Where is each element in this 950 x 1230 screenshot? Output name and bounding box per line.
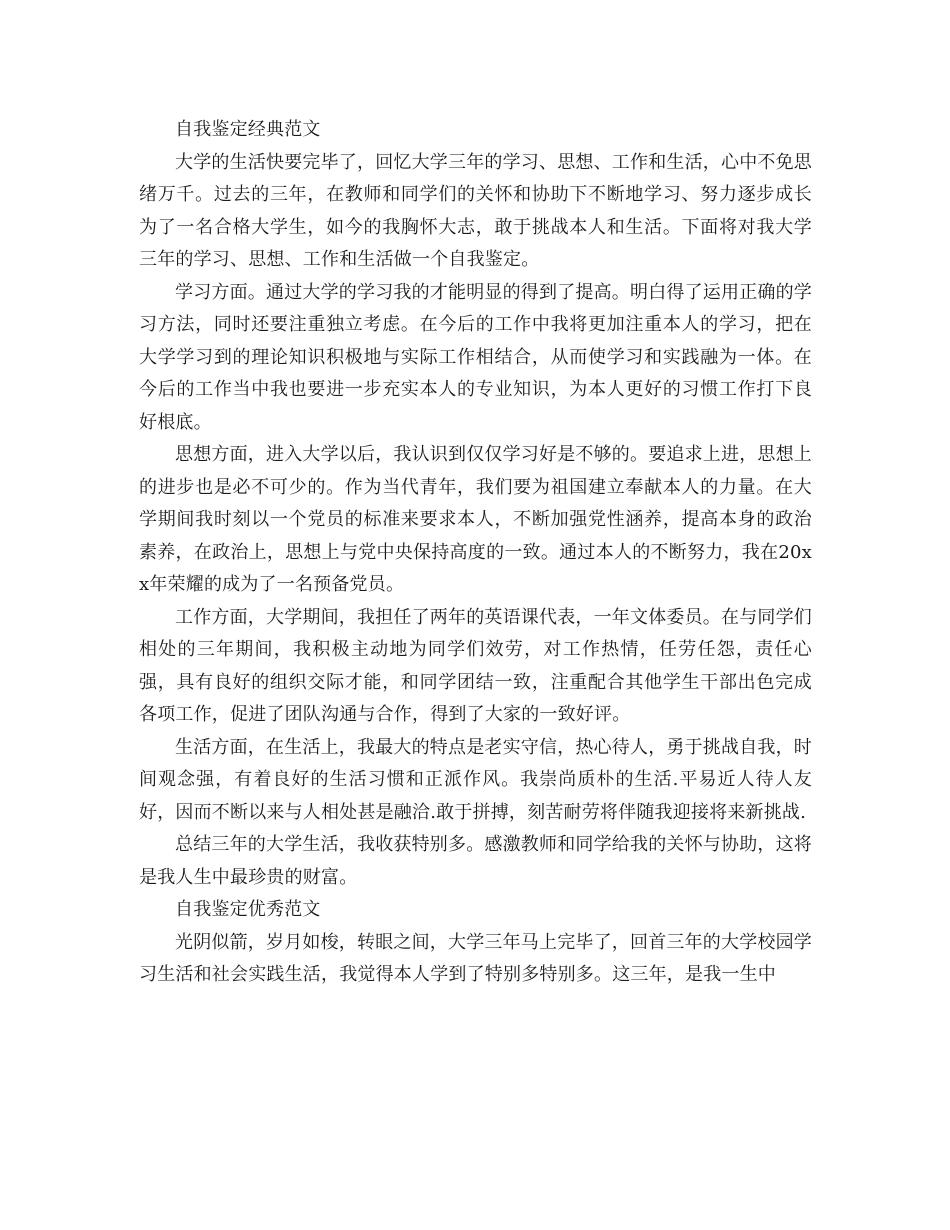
section-heading-classic: 自我鉴定经典范文 bbox=[175, 119, 321, 140]
paragraph-summary: 总结三年的大学生活，我收获特别多。感激教师和同学给我的关怀与协助，这将是我人生中最珍贵的财富。 bbox=[139, 834, 812, 888]
paragraph-thought: 思想方面，进入大学以后，我认识到仅仅学习好是不够的。要追求上进，思想上的进步也是必不可少的。作为当代青年，我们要为祖国建立奉献本人的力量。在大学期间我时刻以一个党员的标准来要求本人，不断加强党性涵养，提高本身的政治素养，在政治上，思想上与党中央保持高度的一致。通过本人的不断努力，我在20xx年荣耀的成为了一名预备党员。 bbox=[139, 444, 812, 595]
paragraph-study: 学习方面。通过大学的学习我的才能明显的得到了提高。明白得了运用正确的学习方法，同时还要注重独立考虑。在今后的工作中我将更加注重本人的学习，把在大学学习到的理论知识积极地与实际工作相结合，从而使学习和实践融为一体。在今后的工作当中我也要进一步充实本人的专业知识，为本人更好的习惯工作打下良好根底。 bbox=[139, 281, 812, 433]
document-body bbox=[139, 114, 812, 992]
paragraph-excellent-intro: 光阴似箭，岁月如梭，转眼之间，大学三年马上完毕了，回首三年的大学校园学习生活和社会实践生活，我觉得本人学到了特别多特别多。这三年，是我一生中 bbox=[139, 931, 812, 985]
paragraph-intro: 大学的生活快要完毕了，回忆大学三年的学习、思想、工作和生活，心中不免思绪万千。过去的三年，在教师和同学们的关怀和协助下不断地学习、努力逐步成长为了一名合格大学生，如今的我胸怀大志，敢于挑战本人和生活。下面将对我大学三年的学习、思想、工作和生活做一个自我鉴定。 bbox=[139, 151, 812, 270]
paragraph-work: 工作方面，大学期间，我担任了两年的英语课代表，一年文体委员。在与同学们相处的三年期间，我积极主动地为同学们效劳，对工作热情，任劳任怨，责任心强，具有良好的组织交际才能，和同学团结一致，注重配合其他学生干部出色完成各项工作，促进了团队沟通与合作，得到了大家的一致好评。 bbox=[139, 606, 812, 725]
section-heading-excellent: 自我鉴定优秀范文 bbox=[175, 899, 321, 920]
paragraph-life: 生活方面，在生活上，我最大的特点是老实守信，热心待人，勇于挑战自我，时间观念强，有着良好的生活习惯和正派作风。我崇尚质朴的生活.平易近人待人友好，因而不断以来与人相处甚是融洽.敢于拼搏，刻苦耐劳将伴随我迎接将来新挑战. bbox=[139, 736, 812, 823]
